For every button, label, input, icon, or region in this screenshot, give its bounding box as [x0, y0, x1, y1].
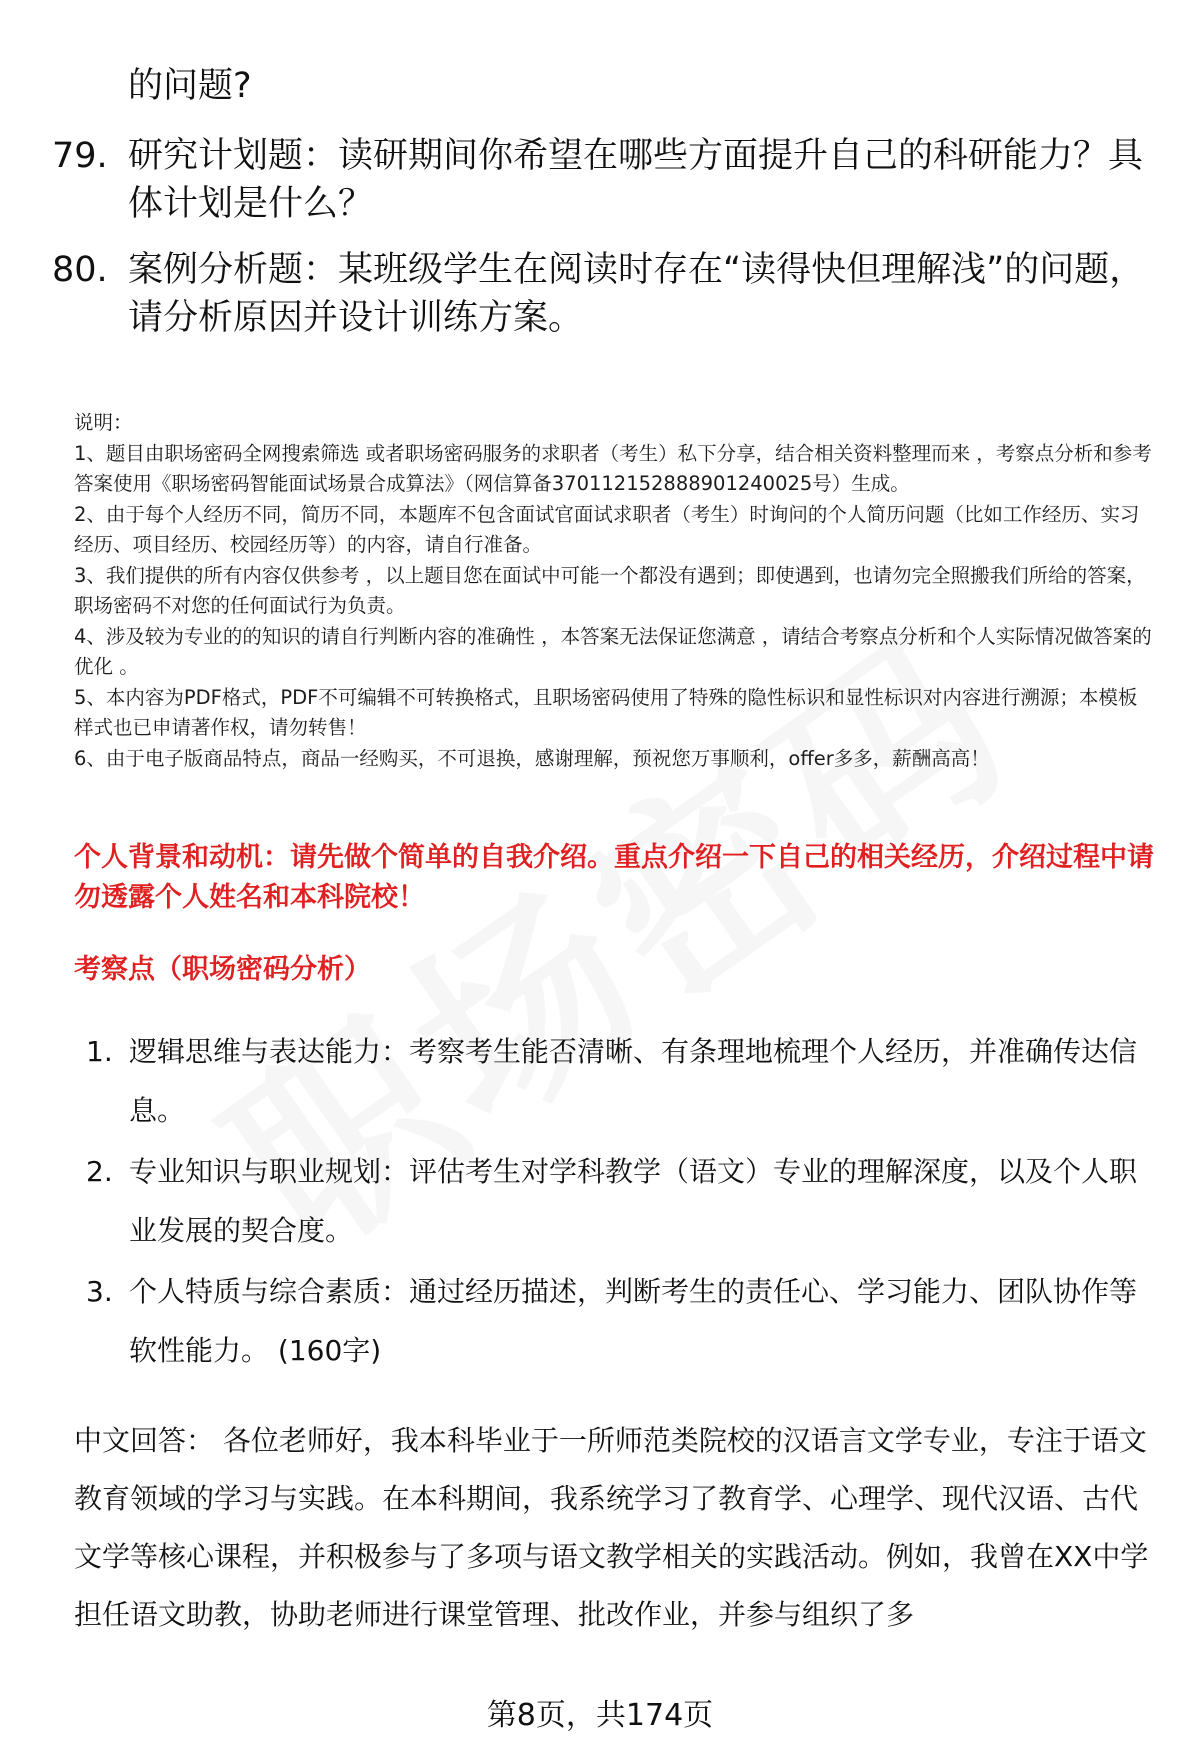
- assessment-points-heading: 考察点（职场密码分析）: [74, 954, 371, 985]
- point-text: 个人特质与综合素质：通过经历描述，判断考生的责任心、学习能力、团队协作等软性能力。 (160字): [129, 1275, 1138, 1367]
- notes-title: 说明：: [74, 411, 133, 434]
- assessment-point: [74, 1022, 1164, 1140]
- assessment-point: [74, 1262, 1164, 1380]
- point-number: 3.: [86, 1275, 113, 1308]
- note-item: 5、本内容为PDF格式，PDF不可编辑不可转换格式，且职场密码使用了特殊的隐性标识和显性标识对内容进行溯源；本模板样式也已申请著作权，请勿转售！: [74, 685, 1138, 739]
- question-item-79: [52, 132, 1152, 228]
- question-number: 79.: [52, 136, 108, 176]
- note-item: 3、我们提供的所有内容仅供参考 ，以上题目您在面试中可能一个都没有遇到；即使遇到，也请勿完全照搬我们所给的答案，职场密码不对您的任何面试行为负责。: [74, 563, 1146, 617]
- point-text: 逻辑思维与表达能力：考察考生能否清晰、有条理地梳理个人经历，并准确传达信息。: [129, 1035, 1138, 1127]
- question-text: 案例分析题：某班级学生在阅读时存在“读得快但理解浅”的问题，请分析原因并设计训练方案。: [128, 250, 1145, 338]
- note-item: 2、由于每个人经历不同，简历不同，本题库不包含面试官面试求职者（考生）时询问的个人简历问题（比如工作经历、实习经历、项目经历、校园经历等）的内容，请自行准备。: [74, 502, 1140, 556]
- note-item: 4、涉及较为专业的的知识的请自行判断内容的准确性 ，本答案无法保证您满意 ，请结合考察点分析和个人实际情况做答案的优化 。: [74, 624, 1152, 678]
- page-footer: 第8页，共174页: [486, 1698, 714, 1733]
- note-item: 6、由于电子版商品特点，商品一经购买，不可退换，感谢理解，预祝您万事顺利，offer多多，薪酬高高！: [74, 746, 990, 770]
- chinese-answer: 中文回答： 各位老师好，我本科毕业于一所师范类院校的汉语言文学专业，专注于语文教育领域的学习与实践。在本科期间，我系统学习了教育学、心理学、现代汉语、古代文学等核心课程，并积极参与了多项与语文教学相关的实践活动。例如，我曾在XX中学担任语文助教，协助老师进行课堂管理、批改作业，并参与组织了多: [74, 1424, 1149, 1631]
- question-item-80: [52, 246, 1152, 342]
- section-question-heading: 个人背景和动机：请先做个简单的自我介绍。重点介绍一下自己的相关经历，介绍过程中请勿透露个人姓名和本科院校！: [74, 842, 1154, 913]
- assessment-points-list: [74, 1022, 1164, 1382]
- disclaimer-notes: [74, 408, 1154, 774]
- question-text: 研究计划题：读研期间你希望在哪些方面提升自己的科研能力？具体计划是什么？: [128, 136, 1144, 224]
- note-item: 1、题目由职场密码全网搜索筛选 或者职场密码服务的求职者（考生）私下分享，结合相关资料整理而来 ，考察点分析和参考答案使用《职场密码智能面试场景合成算法》（网信算备370112152888901240025号）生成。: [74, 441, 1152, 495]
- assessment-point: [74, 1142, 1164, 1260]
- point-number: 1.: [86, 1035, 113, 1068]
- question-number: 80.: [52, 250, 108, 290]
- previous-question-tail: 的问题?: [128, 66, 252, 106]
- point-text: 专业知识与职业规划：评估考生对学科教学（语文）专业的理解深度，以及个人职业发展的契合度。: [129, 1155, 1138, 1247]
- point-number: 2.: [86, 1155, 113, 1188]
